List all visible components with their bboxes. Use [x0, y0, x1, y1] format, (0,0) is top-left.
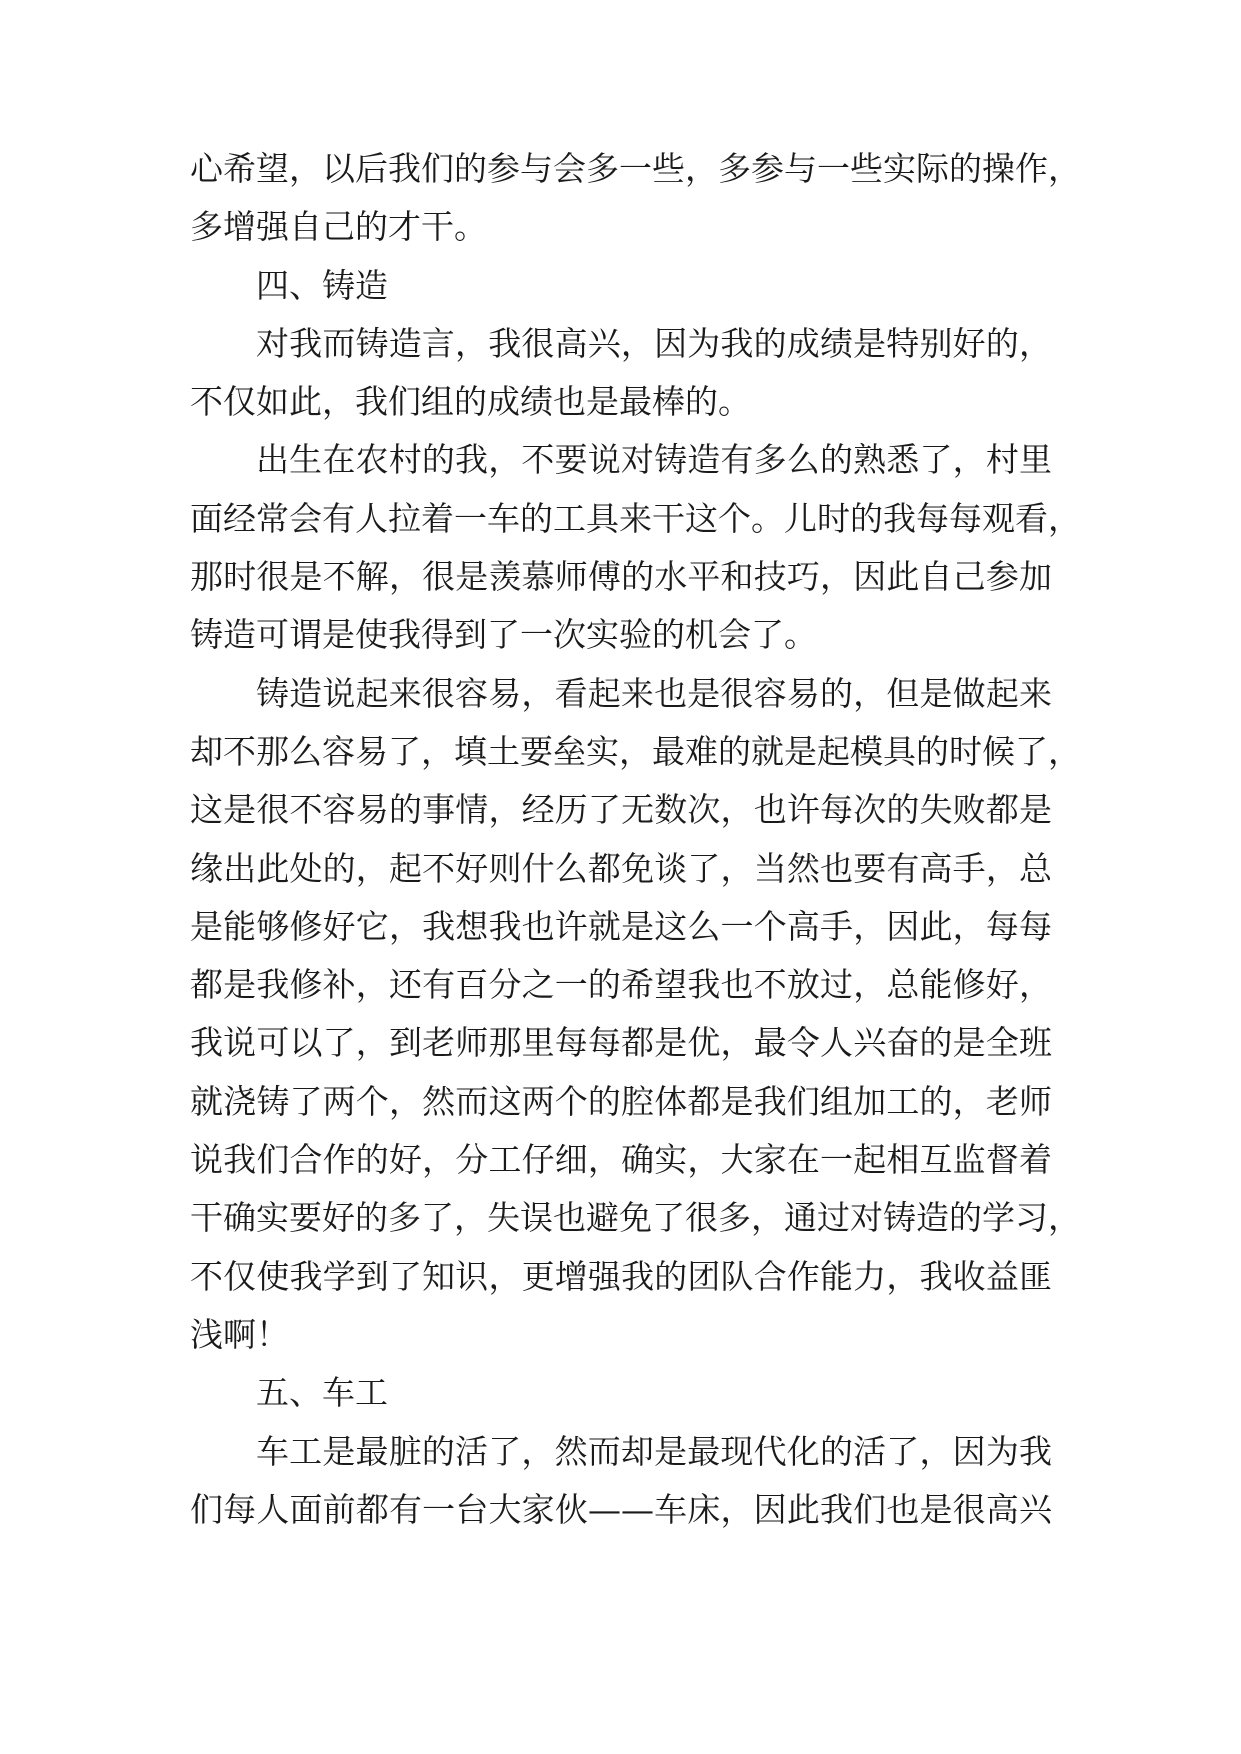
text-line: 们每人面前都有一台大家伙——车床，因此我们也是很高兴 [190, 1489, 1052, 1529]
text-line: 是能够修好它，我想我也许就是这么一个高手，因此，每每 [190, 906, 1052, 946]
text-line: 铸造可谓是使我得到了一次实验的机会了。 [190, 615, 817, 655]
text-line: 就浇铸了两个，然而这两个的腔体都是我们组加工的，老师 [190, 1081, 1052, 1121]
text-line: 这是很不容易的事情，经历了无数次，也许每次的失败都是 [190, 790, 1052, 830]
text-line: 说我们合作的好，分工仔细，确实，大家在一起相互监督着 [190, 1140, 1052, 1180]
text-line: 却不那么容易了，填土要垒实，最难的就是起模具的时候了， [190, 731, 1081, 771]
text-line: 车工是最脏的活了，然而却是最现代化的活了，因为我 [256, 1431, 1052, 1471]
text-line: 干确实要好的多了，失误也避免了很多，通过对铸造的学习， [190, 1198, 1081, 1238]
text-line: 四、铸造 [256, 265, 388, 305]
text-line: 五、车工 [256, 1373, 388, 1413]
text-line: 我说可以了，到老师那里每每都是优，最令人兴奋的是全班 [190, 1023, 1052, 1063]
text-line: 都是我修补，还有百分之一的希望我也不放过，总能修好， [190, 965, 1052, 1005]
text-line: 出生在农村的我，不要说对铸造有多么的熟悉了，村里 [256, 440, 1052, 480]
text-line: 那时很是不解，很是羡慕师傅的水平和技巧，因此自己参加 [190, 557, 1052, 597]
text-line: 缘出此处的，起不好则什么都免谈了，当然也要有高手，总 [190, 848, 1052, 888]
document-body [190, 140, 1081, 1539]
text-line: 不仅使我学到了知识，更增强我的团队合作能力，我收益匪 [190, 1256, 1052, 1296]
text-line: 心希望，以后我们的参与会多一些，多参与一些实际的操作， [190, 149, 1081, 188]
text-line: 多增强自己的才干。 [190, 207, 487, 247]
text-line: 面经常会有人拉着一车的工具来干这个。儿时的我每每观看， [190, 498, 1081, 538]
text-line: 浅啊！ [190, 1314, 289, 1354]
text-line: 不仅如此，我们组的成绩也是最棒的。 [190, 382, 751, 422]
text-line: 对我而铸造言，我很高兴，因为我的成绩是特别好的， [256, 323, 1052, 363]
text-line: 铸造说起来很容易，看起来也是很容易的，但是做起来 [256, 673, 1052, 713]
